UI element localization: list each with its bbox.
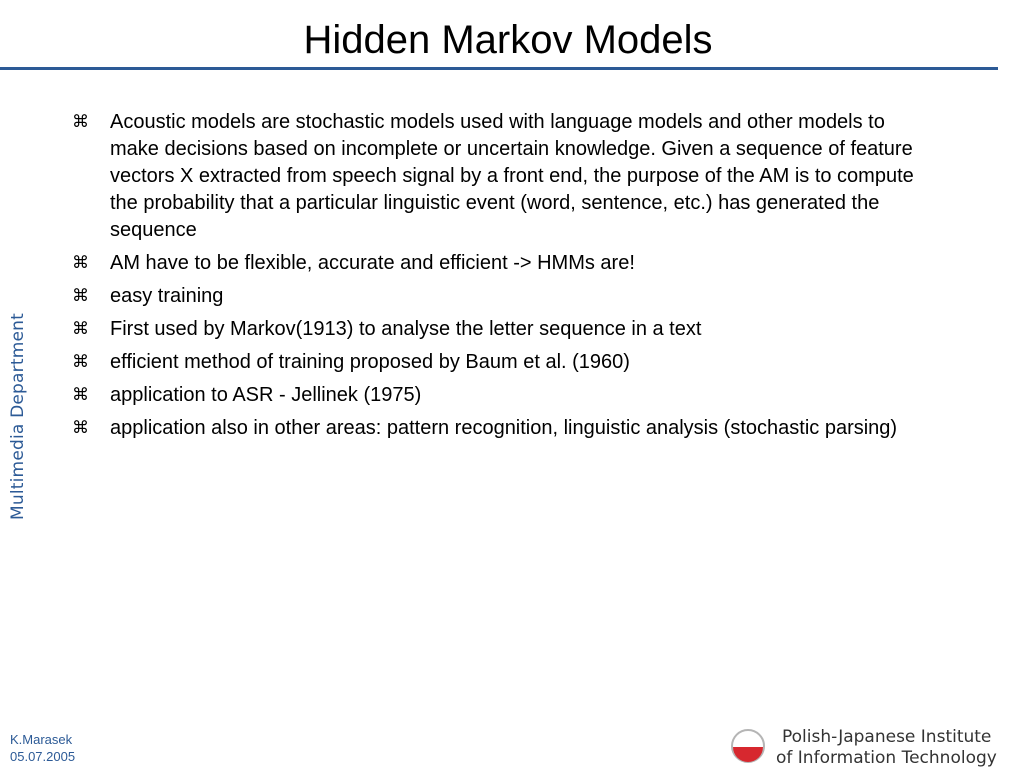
bullet-text: efficient method of training proposed by Baum et al. (1960) [110,351,630,373]
side-department-label: Multimedia Department [8,313,28,520]
command-symbol-icon: ⌘ [72,319,89,339]
bullet-text: application to ASR - Jellinek (1975) [110,384,422,406]
command-symbol-icon: ⌘ [72,352,89,372]
command-symbol-icon: ⌘ [72,112,89,132]
logo-text-line1: Polish-Japanese Institute [782,727,992,747]
bullet-text: easy training [110,285,224,307]
slide-title: Hidden Markov Models [303,18,713,62]
footer-date: 05.07.2005 [10,749,76,764]
bullet-item [72,349,932,376]
title-divider [0,67,998,70]
bullet-item [72,316,932,343]
bullet-item [72,382,932,409]
command-symbol-icon: ⌘ [72,286,89,306]
bullet-item [72,109,932,244]
bullet-item [72,283,932,310]
bullet-text: AM have to be flexible, accurate and efficient -> HMMs are! [110,252,635,274]
bullet-text: First used by Markov(1913) to analyse the letter sequence in a text [110,318,702,340]
bullet-item [72,250,932,277]
logo-text-line2: of Information Technology [776,748,997,768]
bullet-text: Acoustic models are stochastic models used with language models and other models to make decisions based on incomplete or uncertain knowledge. Given a sequence of feature vectors X extracted from speech signal by a front end, the purpose of the AM is to compute the probability that a particular linguistic event (word, sentence, etc.) has generated the sequence [110,111,914,241]
command-symbol-icon: ⌘ [72,253,89,273]
bullet-list [72,109,932,448]
command-symbol-icon: ⌘ [72,418,89,438]
pjiit-logo-icon [730,728,766,764]
institute-logo [726,726,1016,768]
bullet-item [72,415,932,442]
footer-author: K.Marasek [10,732,73,747]
command-symbol-icon: ⌘ [72,385,89,405]
bullet-text: application also in other areas: pattern recognition, linguistic analysis (stochastic parsing) [110,417,898,439]
